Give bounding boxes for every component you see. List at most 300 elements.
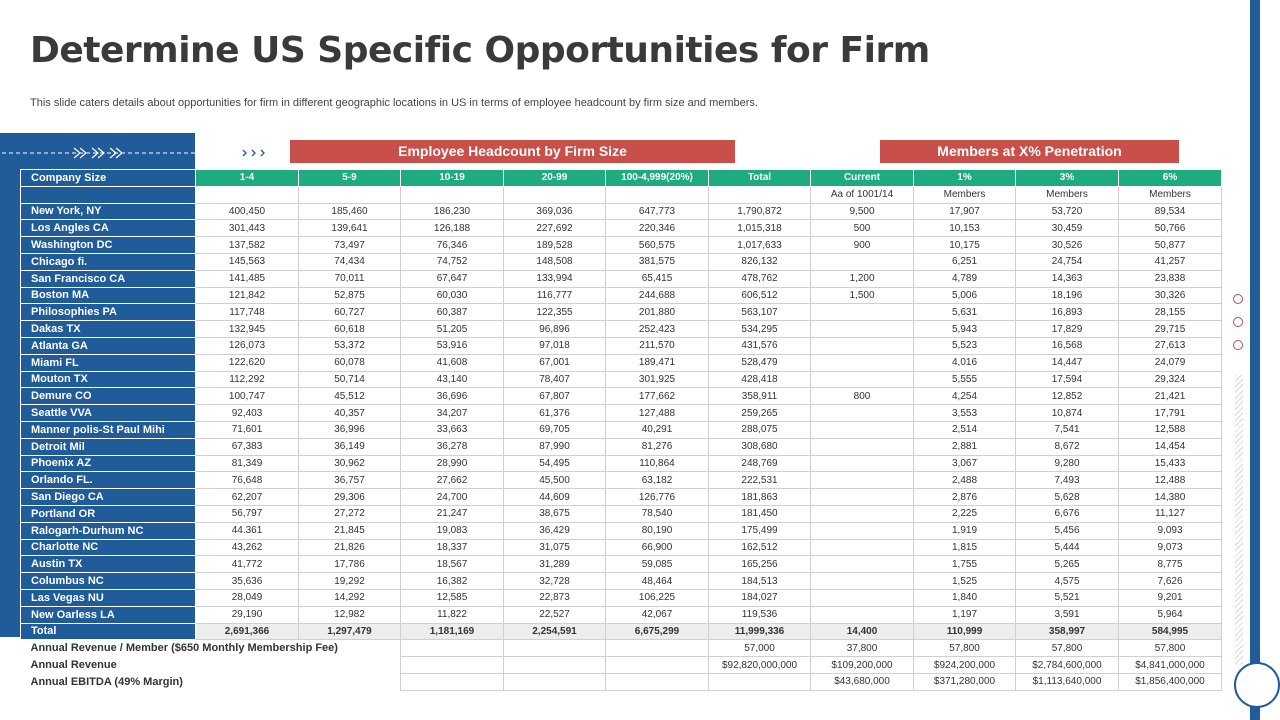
table-cell: 3,553 xyxy=(914,405,1016,422)
column-header: 20-99 xyxy=(504,170,606,187)
table-cell: 60,030 xyxy=(401,287,504,304)
table-cell: 186,230 xyxy=(401,203,504,220)
table-cell: 41,257 xyxy=(1119,253,1222,270)
table-cell: 121,842 xyxy=(196,287,299,304)
table-cell: 17,786 xyxy=(299,556,401,573)
table-cell: 1,200 xyxy=(811,270,914,287)
table-cell: 3,591 xyxy=(1016,606,1119,623)
table-cell: 126,188 xyxy=(401,220,504,237)
members-penetration-banner: Members at X% Penetration xyxy=(880,140,1179,163)
table-cell: 220,346 xyxy=(606,220,709,237)
table-cell: 148,508 xyxy=(504,253,606,270)
decorative-circle xyxy=(1234,662,1280,708)
column-header: 10-19 xyxy=(401,170,504,187)
table-cell: 211,570 xyxy=(606,337,709,354)
table-cell: 1,015,318 xyxy=(709,220,811,237)
table-cell xyxy=(811,505,914,522)
table-cell: 24,079 xyxy=(1119,354,1222,371)
table-cell: 1,017,633 xyxy=(709,237,811,254)
subheader-cell: Members xyxy=(1016,186,1119,203)
total-cell: 584,995 xyxy=(1119,623,1222,640)
table-cell: 12,852 xyxy=(1016,388,1119,405)
column-header: 3% xyxy=(1016,170,1119,187)
column-header: 100-4,999(20%) xyxy=(606,170,709,187)
table-cell: 92,403 xyxy=(196,405,299,422)
column-header: 1% xyxy=(914,170,1016,187)
footer-cell: $1,856,400,000 xyxy=(1119,673,1222,690)
table-cell: 22,873 xyxy=(504,589,606,606)
table-cell: 9,093 xyxy=(1119,522,1222,539)
column-header: Current xyxy=(811,170,914,187)
table-cell: 19,292 xyxy=(299,573,401,590)
table-row xyxy=(21,337,1222,354)
table-subheader-row xyxy=(21,186,1222,203)
footer-cell: $2,784,600,000 xyxy=(1016,657,1119,674)
table-cell: 2,881 xyxy=(914,438,1016,455)
row-label xyxy=(21,186,196,203)
table-cell: 89,534 xyxy=(1119,203,1222,220)
table-cell: 528,479 xyxy=(709,354,811,371)
table-cell: 647,773 xyxy=(606,203,709,220)
table-cell: 133,994 xyxy=(504,270,606,287)
table-cell: 21,845 xyxy=(299,522,401,539)
table-cell: 96,896 xyxy=(504,321,606,338)
table-cell xyxy=(811,253,914,270)
table-cell: 45,512 xyxy=(299,388,401,405)
table-cell: 563,107 xyxy=(709,304,811,321)
table-cell: 54,495 xyxy=(504,455,606,472)
table-cell xyxy=(811,455,914,472)
table-cell: 21,247 xyxy=(401,505,504,522)
table-cell: 112,292 xyxy=(196,371,299,388)
table-cell: 308,680 xyxy=(709,438,811,455)
table-cell xyxy=(811,472,914,489)
table-cell: 53,372 xyxy=(299,337,401,354)
table-cell: 48,464 xyxy=(606,573,709,590)
table-cell: 1,815 xyxy=(914,539,1016,556)
footer-cell xyxy=(504,640,606,657)
table-row xyxy=(21,421,1222,438)
table-cell: 12,585 xyxy=(401,589,504,606)
row-label: Chicago fi. xyxy=(21,253,196,270)
table-cell: 71,601 xyxy=(196,421,299,438)
row-label: Manner polis-St Paul Mihi xyxy=(21,421,196,438)
footer-cell: 37,800 xyxy=(811,640,914,657)
table-cell xyxy=(811,573,914,590)
table-cell: 70,011 xyxy=(299,270,401,287)
row-label: Mouton TX xyxy=(21,371,196,388)
table-cell: 288,075 xyxy=(709,421,811,438)
table-row xyxy=(21,489,1222,506)
row-label: Charlotte NC xyxy=(21,539,196,556)
table-cell: 50,766 xyxy=(1119,220,1222,237)
column-header: 6% xyxy=(1119,170,1222,187)
table-footer-row xyxy=(21,673,1222,690)
table-cell: 8,672 xyxy=(1016,438,1119,455)
circle-dot-icon xyxy=(1233,317,1243,327)
table-cell: 9,201 xyxy=(1119,589,1222,606)
table-cell: 44,609 xyxy=(504,489,606,506)
table-cell: 43,262 xyxy=(196,539,299,556)
table-cell: 301,925 xyxy=(606,371,709,388)
total-cell: 2,254,591 xyxy=(504,623,606,640)
table-cell: 51,205 xyxy=(401,321,504,338)
table-cell: 189,471 xyxy=(606,354,709,371)
table-row xyxy=(21,539,1222,556)
table-cell: 36,278 xyxy=(401,438,504,455)
footer-cell xyxy=(401,640,504,657)
table-cell: 5,631 xyxy=(914,304,1016,321)
table-cell: 301,443 xyxy=(196,220,299,237)
table-cell: 80,190 xyxy=(606,522,709,539)
column-header: 5-9 xyxy=(299,170,401,187)
table-row xyxy=(21,556,1222,573)
table-cell: 41,772 xyxy=(196,556,299,573)
footer-cell: $43,680,000 xyxy=(811,673,914,690)
table-cell: 32,728 xyxy=(504,573,606,590)
table-row xyxy=(21,522,1222,539)
footer-cell: $924,200,000 xyxy=(914,657,1016,674)
table-cell: 11,127 xyxy=(1119,505,1222,522)
table-cell: 2,225 xyxy=(914,505,1016,522)
table-cell: 2,876 xyxy=(914,489,1016,506)
table-cell: 5,628 xyxy=(1016,489,1119,506)
decorative-hatch xyxy=(1235,375,1243,665)
row-label: Orlando FL. xyxy=(21,472,196,489)
table-cell: 76,648 xyxy=(196,472,299,489)
table-cell: 21,421 xyxy=(1119,388,1222,405)
table-cell xyxy=(811,304,914,321)
table-cell: 116,777 xyxy=(504,287,606,304)
table-row xyxy=(21,304,1222,321)
table-cell: 117,748 xyxy=(196,304,299,321)
table-cell: 478,762 xyxy=(709,270,811,287)
table-cell: 165,256 xyxy=(709,556,811,573)
table-cell: 141,485 xyxy=(196,270,299,287)
total-cell: 1,297,479 xyxy=(299,623,401,640)
table-cell: 100,747 xyxy=(196,388,299,405)
table-cell: 61,376 xyxy=(504,405,606,422)
table-footer-row xyxy=(21,657,1222,674)
circle-dot-icon xyxy=(1233,340,1243,350)
table-row xyxy=(21,371,1222,388)
table-row xyxy=(21,573,1222,590)
table-cell: 400,450 xyxy=(196,203,299,220)
table-cell: 53,720 xyxy=(1016,203,1119,220)
footer-cell xyxy=(606,673,709,690)
table-cell: 56,797 xyxy=(196,505,299,522)
subheader-cell: Aa of 1001/14 xyxy=(811,186,914,203)
table-row xyxy=(21,321,1222,338)
table-cell: 5,456 xyxy=(1016,522,1119,539)
table-cell: 27,662 xyxy=(401,472,504,489)
row-label: Los Angles CA xyxy=(21,220,196,237)
row-label: Las Vegas NU xyxy=(21,589,196,606)
table-cell: 606,512 xyxy=(709,287,811,304)
table-cell: 110,864 xyxy=(606,455,709,472)
table-cell: 1,919 xyxy=(914,522,1016,539)
table-cell xyxy=(811,589,914,606)
table-cell: 18,337 xyxy=(401,539,504,556)
table-cell xyxy=(811,321,914,338)
column-header: 1-4 xyxy=(196,170,299,187)
table-cell: 9,073 xyxy=(1119,539,1222,556)
table-cell: 81,349 xyxy=(196,455,299,472)
footer-cell: $4,841,000,000 xyxy=(1119,657,1222,674)
table-cell: 60,387 xyxy=(401,304,504,321)
table-cell: 5,523 xyxy=(914,337,1016,354)
table-cell: 28,049 xyxy=(196,589,299,606)
decorative-arrows-icon xyxy=(2,146,277,160)
footer-cell xyxy=(504,657,606,674)
row-label: Phoenix AZ xyxy=(21,455,196,472)
table-cell: 17,791 xyxy=(1119,405,1222,422)
table-cell: 431,576 xyxy=(709,337,811,354)
row-label: Seattle VVA xyxy=(21,405,196,422)
table-cell: 248,769 xyxy=(709,455,811,472)
table-cell: 3,067 xyxy=(914,455,1016,472)
table-cell: 24,700 xyxy=(401,489,504,506)
table-cell: 369,036 xyxy=(504,203,606,220)
table-cell: 65,415 xyxy=(606,270,709,287)
table-cell: 381,575 xyxy=(606,253,709,270)
table-cell: 35,636 xyxy=(196,573,299,590)
employee-headcount-banner: Employee Headcount by Firm Size xyxy=(290,140,735,163)
table-cell: 78,540 xyxy=(606,505,709,522)
table-cell: 560,575 xyxy=(606,237,709,254)
table-cell: 50,877 xyxy=(1119,237,1222,254)
table-cell: 60,078 xyxy=(299,354,401,371)
table-cell: 1,840 xyxy=(914,589,1016,606)
row-label: Dakas TX xyxy=(21,321,196,338)
table-cell: 252,423 xyxy=(606,321,709,338)
table-cell: 7,541 xyxy=(1016,421,1119,438)
table-cell xyxy=(811,421,914,438)
page-title: Determine US Specific Opportunities for Firm xyxy=(30,30,930,71)
table-cell xyxy=(811,337,914,354)
footer-cell xyxy=(401,673,504,690)
table-cell: 181,450 xyxy=(709,505,811,522)
table-cell: 12,588 xyxy=(1119,421,1222,438)
footer-cell xyxy=(606,640,709,657)
table-cell: 1,500 xyxy=(811,287,914,304)
row-label: San Francisco CA xyxy=(21,270,196,287)
footer-label: Annual Revenue xyxy=(30,659,117,671)
table-cell: 126,073 xyxy=(196,337,299,354)
table-cell: 76,346 xyxy=(401,237,504,254)
table-cell: 122,620 xyxy=(196,354,299,371)
table-cell: 62,207 xyxy=(196,489,299,506)
footer-cell xyxy=(504,673,606,690)
table-cell: 106,225 xyxy=(606,589,709,606)
table-cell: 42,067 xyxy=(606,606,709,623)
table-cell: 74,434 xyxy=(299,253,401,270)
table-row xyxy=(21,220,1222,237)
table-cell: 4,789 xyxy=(914,270,1016,287)
table-cell: 2,488 xyxy=(914,472,1016,489)
table-cell: 826,132 xyxy=(709,253,811,270)
table-cell: 534,295 xyxy=(709,321,811,338)
circle-dot-icon xyxy=(1233,294,1243,304)
table-cell: 36,996 xyxy=(299,421,401,438)
table-cell xyxy=(811,606,914,623)
table-cell: 137,582 xyxy=(196,237,299,254)
table-cell: 227,692 xyxy=(504,220,606,237)
table-cell: 52,875 xyxy=(299,287,401,304)
table-cell: 67,807 xyxy=(504,388,606,405)
table-cell: 8,775 xyxy=(1119,556,1222,573)
table-cell: 19,083 xyxy=(401,522,504,539)
total-cell: 358,997 xyxy=(1016,623,1119,640)
total-cell: 6,675,299 xyxy=(606,623,709,640)
row-label: Total xyxy=(21,623,196,640)
table-cell xyxy=(811,539,914,556)
row-label: New York, NY xyxy=(21,203,196,220)
footer-cell xyxy=(606,657,709,674)
table-cell: 31,289 xyxy=(504,556,606,573)
table-cell: 119,536 xyxy=(709,606,811,623)
table-cell: 181,863 xyxy=(709,489,811,506)
table-cell: 14,447 xyxy=(1016,354,1119,371)
footer-cell: 57,800 xyxy=(1016,640,1119,657)
footer-label: Annual EBITDA (49% Margin) xyxy=(30,675,183,688)
table-cell: 30,459 xyxy=(1016,220,1119,237)
table-cell: 12,488 xyxy=(1119,472,1222,489)
table-cell: 5,521 xyxy=(1016,589,1119,606)
table-cell: 69,705 xyxy=(504,421,606,438)
row-label: Detroit Mil xyxy=(21,438,196,455)
table-row xyxy=(21,405,1222,422)
table-cell: 12,982 xyxy=(299,606,401,623)
table-cell: 14,380 xyxy=(1119,489,1222,506)
row-label: Demure CO xyxy=(21,388,196,405)
total-cell: 14,400 xyxy=(811,623,914,640)
table-cell: 41,608 xyxy=(401,354,504,371)
table-cell: 28,990 xyxy=(401,455,504,472)
table-row xyxy=(21,472,1222,489)
total-cell: 1,181,169 xyxy=(401,623,504,640)
table-cell: 97,018 xyxy=(504,337,606,354)
subheader-cell xyxy=(299,186,401,203)
table-cell: 66,900 xyxy=(606,539,709,556)
table-cell: 60,618 xyxy=(299,321,401,338)
row-label: Columbus NC xyxy=(21,573,196,590)
table-cell: 1,790,872 xyxy=(709,203,811,220)
table-cell: 31,075 xyxy=(504,539,606,556)
table-row xyxy=(21,354,1222,371)
footer-cell: $371,280,000 xyxy=(914,673,1016,690)
table-cell: 27,613 xyxy=(1119,337,1222,354)
table-cell: 5,964 xyxy=(1119,606,1222,623)
table-cell: 16,568 xyxy=(1016,337,1119,354)
footer-cell xyxy=(401,657,504,674)
table-cell: 145,563 xyxy=(196,253,299,270)
table-row xyxy=(21,589,1222,606)
table-cell xyxy=(811,522,914,539)
row-label: Austin TX xyxy=(21,556,196,573)
table-cell: 184,027 xyxy=(709,589,811,606)
table-cell: 126,776 xyxy=(606,489,709,506)
table-cell: 24,754 xyxy=(1016,253,1119,270)
table-cell: 127,488 xyxy=(606,405,709,422)
table-row xyxy=(21,455,1222,472)
table-cell: 29,715 xyxy=(1119,321,1222,338)
table-cell: 27,272 xyxy=(299,505,401,522)
row-label: New Oarless LA xyxy=(21,606,196,623)
table-cell xyxy=(811,354,914,371)
table-cell: 162,512 xyxy=(709,539,811,556)
table-header-row xyxy=(21,170,1222,187)
table-cell: 7,493 xyxy=(1016,472,1119,489)
table-cell: 67,383 xyxy=(196,438,299,455)
table-cell: 36,696 xyxy=(401,388,504,405)
table-cell: 50,714 xyxy=(299,371,401,388)
column-header-company-size: Company Size xyxy=(21,170,196,187)
table-cell: 30,526 xyxy=(1016,237,1119,254)
table-cell: 29,324 xyxy=(1119,371,1222,388)
table-row xyxy=(21,237,1222,254)
table-cell: 33,663 xyxy=(401,421,504,438)
table-cell: 201,880 xyxy=(606,304,709,321)
table-cell: 175,499 xyxy=(709,522,811,539)
right-accent-bar xyxy=(1250,0,1260,720)
table-total-row xyxy=(21,623,1222,640)
table-cell: 428,418 xyxy=(709,371,811,388)
subheader-cell xyxy=(401,186,504,203)
table-cell: 1,197 xyxy=(914,606,1016,623)
table-cell: 2,514 xyxy=(914,421,1016,438)
table-cell: 74,752 xyxy=(401,253,504,270)
table-cell: 44.361 xyxy=(196,522,299,539)
table-cell: 36,757 xyxy=(299,472,401,489)
subheader-cell: Members xyxy=(1119,186,1222,203)
table-cell: 87,990 xyxy=(504,438,606,455)
row-label: Washington DC xyxy=(21,237,196,254)
table-cell: 6,676 xyxy=(1016,505,1119,522)
table-cell: 14,454 xyxy=(1119,438,1222,455)
row-label: San Diego CA xyxy=(21,489,196,506)
table-row xyxy=(21,438,1222,455)
table-cell: 4,254 xyxy=(914,388,1016,405)
table-cell: 177,662 xyxy=(606,388,709,405)
table-cell: 5,555 xyxy=(914,371,1016,388)
table-cell: 36,149 xyxy=(299,438,401,455)
table-cell xyxy=(811,489,914,506)
table-cell: 78,407 xyxy=(504,371,606,388)
table-cell: 73,497 xyxy=(299,237,401,254)
row-label: Philosophies PA xyxy=(21,304,196,321)
table-cell: 18,567 xyxy=(401,556,504,573)
table-cell: 1,525 xyxy=(914,573,1016,590)
table-cell: 5,943 xyxy=(914,321,1016,338)
total-cell: 2,691,366 xyxy=(196,623,299,640)
table-cell: 29,190 xyxy=(196,606,299,623)
subheader-cell xyxy=(196,186,299,203)
table-cell: 10,874 xyxy=(1016,405,1119,422)
table-row xyxy=(21,253,1222,270)
table-cell: 63,182 xyxy=(606,472,709,489)
subheader-cell xyxy=(504,186,606,203)
table-cell: 21,826 xyxy=(299,539,401,556)
table-cell: 222,531 xyxy=(709,472,811,489)
table-footer-row xyxy=(21,640,1222,657)
table-row xyxy=(21,287,1222,304)
table-cell: 17,829 xyxy=(1016,321,1119,338)
table-cell: 5,006 xyxy=(914,287,1016,304)
row-label: Ralogarh-Durhum NC xyxy=(21,522,196,539)
table-cell: 36,429 xyxy=(504,522,606,539)
total-cell: 110,999 xyxy=(914,623,1016,640)
